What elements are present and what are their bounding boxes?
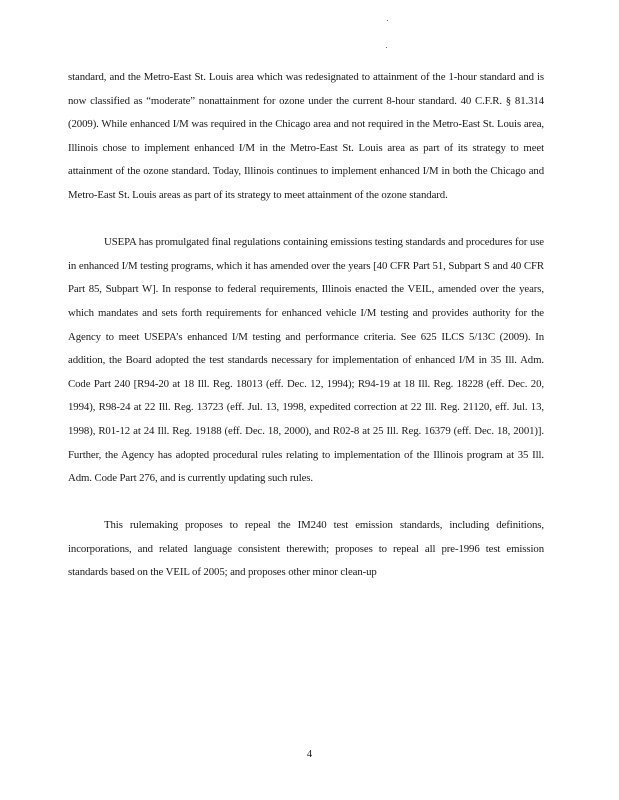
paragraph-rulemaking-proposal: This rulemaking proposes to repeal the IM240 test emission standards, including definitions, incorporations, and related language consistent therewith; proposes to repeal all pre-1996 test emission standards based on the VEIL of 2005; and proposes other minor clean-up (68, 519, 544, 579)
paragraph-continuation: standard, and the Metro-East St. Louis area which was redesignated to attainment of the 1-hour standard and is now classified as “moderate” nonattainment for ozone under the current 8-hour standard. 40 C.F.R. § 81.314 (2009). While enhanced I/M was required in the Chicago area and not required in the Metro-East St. Louis area, Illinois chose to implement enhanced I/M in the Metro-East St. Louis area as part of its strategy to meet attainment of the ozone standard. Today, Illinois continues to implement enhanced I/M in both the Chicago and Metro-East St. Louis areas as part of its strategy to meet attainment of the ozone standard. (68, 71, 544, 201)
scan-speck (386, 47, 387, 48)
paragraph-usepa-regulations: USEPA has promulgated final regulations containing emissions testing standards and procedures for use in enhanced I/M testing programs, which it has amended over the years [40 CFR Part 51, Subpart S and 40 CFR Part 85, Subpart W]. In response to federal requirements, Illinois enacted the VEIL, amended over the years, which mandates and sets forth requirements for enhanced vehicle I/M testing and provides authority for the Agency to meet USEPA’s enhanced I/M testing and performance criteria. See 625 ILCS 5/13C (2009). In addition, the Board adopted the test standards necessary for implementation of enhanced I/M in 35 Ill. Adm. Code Part 240 [R94-20 at 18 Ill. Reg. 18013 (eff. Dec. 12, 1994); R94-19 at 18 Ill. Reg. 18228 (eff. Dec. 20, 1994), R98-24 at 22 Ill. Reg. 13723 (eff. Jul. 13, 1998, expedited correction at 22 Ill. Reg. 21120, eff. Jul. 13, 1998), R01-12 at 24 Ill. Reg. 19188 (eff. Dec. 18, 2000), and R02-8 at 25 Ill. Reg. 16379 (eff. Dec. 18, 2001)]. Further, the Agency has adopted procedural rules relating to implementation of the Illinois program at 35 Ill. Adm. Code Part 276, and is currently updating such rules. (68, 236, 544, 485)
scan-speck (387, 20, 388, 21)
page-number: 4 (306, 749, 313, 760)
body-text (68, 66, 544, 585)
